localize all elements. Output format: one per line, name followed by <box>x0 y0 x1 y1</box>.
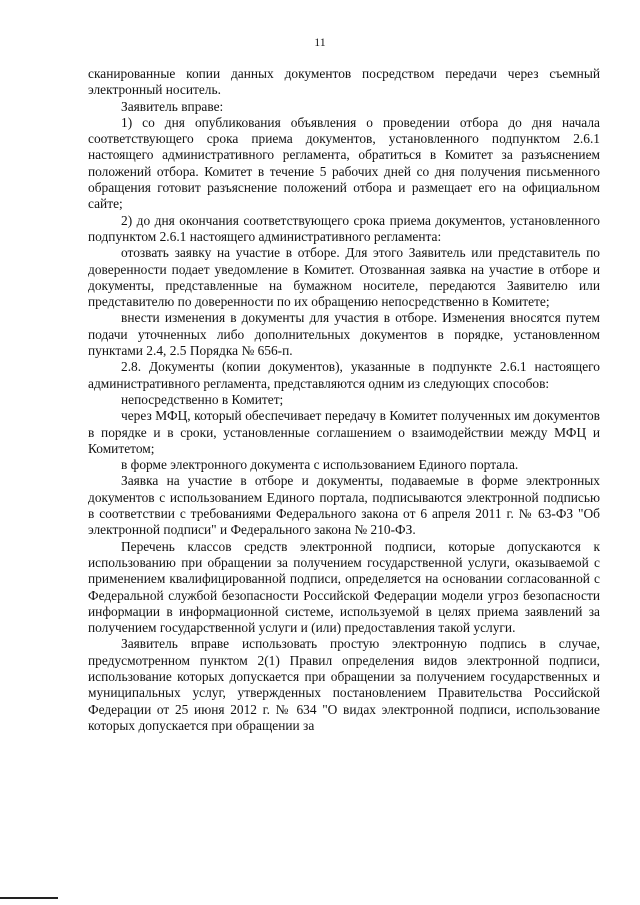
paragraph-withdraw-application: отозвать заявку на участие в отборе. Для этого Заявитель или представитель по доверенности подает уведомление в Комитет. Отозванная заявка на участие в отборе и документы, представленные на бумажном носителе, передаются Заявителю или представителю по доверенности по их обращению непосредственно в Комитете; <box>88 245 600 310</box>
document-body <box>88 66 600 734</box>
paragraph-method-mfc: через МФЦ, который обеспечивает передачу в Комитет полученных им документов в порядке и в сроки, установленные соглашением о взаимодействии между МФЦ и Комитетом; <box>88 408 600 456</box>
paragraph-electronic-signature: Заявка на участие в отборе и документы, подаваемые в форме электронных документов с использованием Единого портала, подписываются электронной подписью в соответствии с требованиями Федерального закона от 6 апреля 2011 г. № 63-ФЗ "Об электронной подписи" и Федерального закона № 210-ФЗ. <box>88 473 600 538</box>
paragraph-method-direct: непосредственно в Комитет; <box>121 391 284 407</box>
paragraph-item-2: 2) до дня окончания соответствующего срока приема документов, установленного подпунктом 2.6.1 настоящего административного регламента: <box>88 212 600 244</box>
paragraph-section-2-8: 2.8. Документы (копии документов), указанные в подпункте 2.6.1 настоящего административного регламента, представляются одним из следующих способов: <box>88 359 600 391</box>
paragraph-method-portal: в форме электронного документа с использованием Единого портала. <box>121 457 519 473</box>
paragraph-item-1: 1) со дня опубликования объявления о проведении отбора до дня начала соответствующего срока приема документов, установленного подпунктом 2.6.1 настоящего административного регламента, обратиться в Комитет за разъяснением положений отбора. Комитет в течение 5 рабочих дней со дня получения письменного обращения готовит разъяснение положений отбора и размещает его на официальном сайте; <box>88 114 600 212</box>
paragraph-simple-signature: Заявитель вправе использовать простую электронную подпись в случае, предусмотренном пунктом 2(1) Правил определения видов электронной подписи, использование которых допускается при обращении за получением государственных и муниципальных услуг, утвержденных постановлением Правительства Российской Федерации от 25 июня 2012 г. № 634 "О видах электронной подписи, использование которых допускается при обращении за <box>88 636 600 733</box>
paragraph-signature-classes: Перечень классов средств электронной подписи, которые допускаются к использованию при обращении за получением государственной услуги, оказываемой с применением квалифицированной подписи, определяется на основании согласованной с Федеральной службой безопасности Российской Федерации модели угроз безопасности информации в информационной системе, используемой в целях приема заявлений за получением государственной услуги и (или) предоставления такой услуги. <box>88 538 600 636</box>
page-number: 11 <box>314 35 326 49</box>
paragraph-applicant-rights: Заявитель вправе: <box>121 98 224 114</box>
page-bottom-rule <box>0 897 58 899</box>
paragraph-continuation: сканированные копии данных документов посредством передачи через съемный электронный носитель. <box>88 66 600 98</box>
paragraph-make-changes: внести изменения в документы для участия в отборе. Изменения вносятся путем подачи уточненных либо дополнительных документов в порядке, установленном пунктами 2.4, 2.5 Порядка № 656-п. <box>88 310 600 359</box>
